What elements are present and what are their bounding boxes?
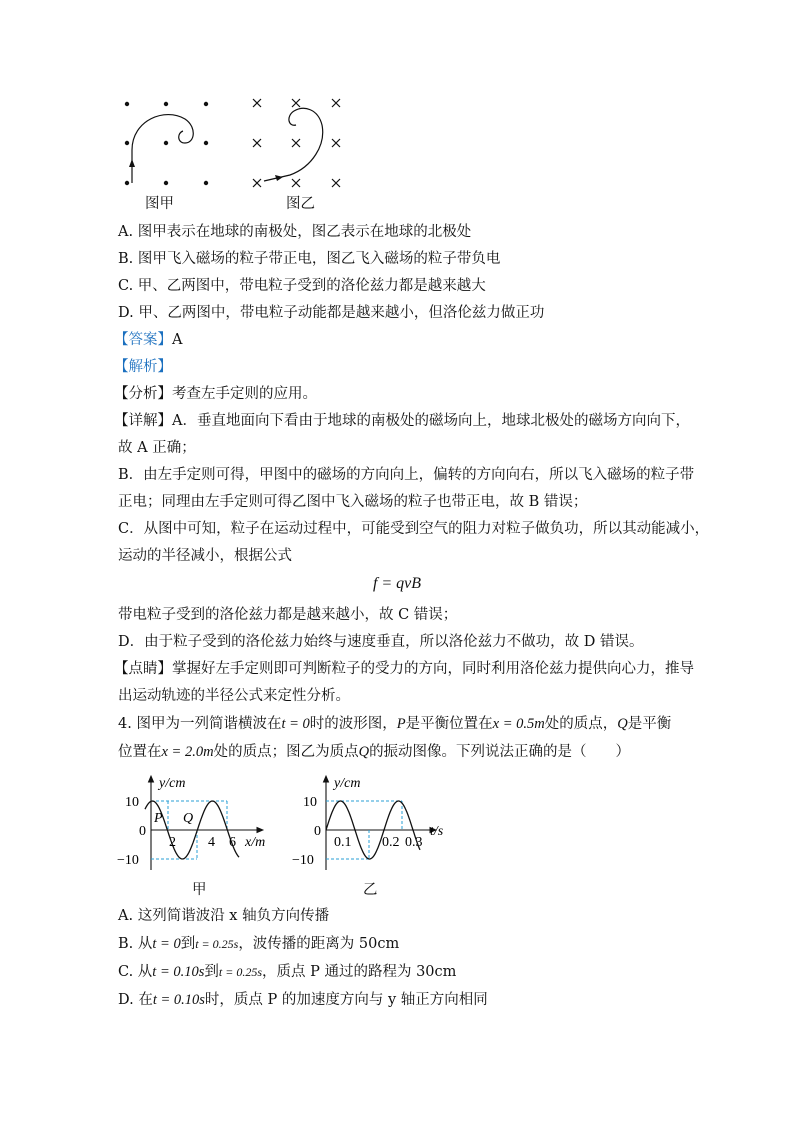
figure-caption-left: 图甲: [145, 196, 174, 212]
q4-c-part4: t = 0.25s: [218, 965, 262, 979]
graph-right-ytick-neg10: −10: [292, 853, 314, 868]
q4-b-part1: B. 从: [118, 936, 153, 952]
explain-c-line-1: C．从图中可知，粒子在运动过程中，可能受到空气的阻力对粒子做负功，所以其动能减小，: [118, 521, 710, 537]
q4-stem-2b: x = 2.0m: [161, 744, 214, 760]
q4-b-part4: t = 0.25s: [195, 937, 239, 951]
q4-option-c: [118, 962, 456, 982]
q4-option-a: A. 这列简谐波沿 x 轴负方向传播: [118, 908, 330, 924]
q4-c-part2: t = 0.10s: [152, 964, 205, 980]
dianjing-line-1: 【点睛】掌握好左手定则即可判断粒子的受力的方向，同时利用洛伦兹力提供向心力，推导: [114, 661, 694, 677]
graph-left-ytick-10: 10: [125, 795, 139, 810]
explain-c-line-3: 带电粒子受到的洛伦兹力都是越来越小，故 C 错误；: [118, 607, 458, 623]
q4-stem-1b: t = 0: [281, 716, 310, 732]
q4-option-d: [118, 990, 488, 1010]
q4-c-part5: ，质点 P 通过的路程为 30cm: [262, 964, 457, 980]
field-figure-right: [250, 95, 350, 190]
graph-right-ytick-0: 0: [314, 824, 321, 839]
q4-b-part3: 到: [180, 936, 196, 952]
q4-stem-2d: Q: [358, 744, 370, 760]
xiangjie-line-1: 【详解】A．垂直地面向下看由于地球的南极处的磁场向上，地球北极处的磁场方向向下，: [114, 413, 690, 429]
answer-tag: 【答案】: [114, 332, 172, 348]
q4-d-part2: t = 0.10s: [152, 992, 205, 1008]
graph-right-xtick-01: 0.1: [334, 835, 352, 850]
point-p-label: P: [154, 811, 163, 826]
xiangjie-line-2: 故 A 正确；: [118, 440, 196, 456]
vibration-graph-right: [290, 770, 460, 875]
q3-option-c: C. 甲、乙两图中，带电粒子受到的洛伦兹力都是越来越大: [118, 278, 486, 294]
graph-right-ytick-10: 10: [303, 795, 317, 810]
q4-stem-2c: 处的质点；图乙为质点: [213, 744, 359, 760]
q3-option-a: A. 图甲表示在地球的南极处，图乙表示在地球的北极处: [118, 224, 472, 240]
q4-stem-1f: x = 0.5m: [492, 716, 545, 732]
q4-b-part5: ，波传播的距离为 50cm: [238, 936, 400, 952]
graph-left-xtick-4: 4: [208, 835, 215, 850]
q4-stem-line-2: [118, 742, 630, 762]
explain-c-line-2: 运动的半径减小，根据公式: [118, 548, 292, 564]
q4-d-part1: D. 在: [118, 992, 153, 1008]
dianjing-line-2: 出运动轨迹的半径公式来定性分析。: [118, 688, 350, 704]
graph-left-caption: 甲: [192, 882, 207, 898]
lorentz-formula: f = qvB: [372, 575, 422, 592]
graph-left-xlabel: x/m: [245, 835, 266, 850]
q4-stem-2e: 的振动图像。下列说法正确的是（ ）: [369, 744, 631, 760]
q4-b-part2: t = 0: [152, 936, 181, 952]
q4-stem-1a: 4. 图甲为一列简谐横波在: [118, 716, 282, 732]
graph-left-xtick-2: 2: [169, 835, 176, 850]
explain-d-line: D．由于粒子受到的洛伦兹力始终与速度垂直，所以洛伦兹力不做功，故 D 错误。: [118, 634, 644, 650]
q3-answer: [114, 330, 182, 350]
wave-graph-left: [115, 770, 285, 875]
field-figure-left: [115, 95, 215, 190]
figure-caption-right: 图乙: [286, 196, 315, 212]
q4-d-part3: 时，质点 P 的加速度方向与 y 轴正方向相同: [204, 992, 488, 1008]
graph-left-ylabel: y/cm: [159, 776, 186, 791]
q4-c-part1: C. 从: [118, 964, 153, 980]
graph-right-xlabel: t/s: [430, 824, 444, 839]
graph-right-caption: 乙: [363, 882, 378, 898]
q4-stem-1h: Q: [617, 716, 628, 732]
graph-right-xtick-02: 0.2: [382, 835, 400, 850]
graph-right-ylabel: y/cm: [334, 776, 361, 791]
q3-option-d: D. 甲、乙两图中，带电粒子动能都是越来越小，但洛伦兹力做正功: [118, 305, 545, 321]
q4-stem-1i: 是平衡: [627, 716, 672, 732]
explain-b-line-2: 正电；同理由左手定则可得乙图中飞入磁场的粒子也带正电，故 B 错误；: [118, 494, 588, 510]
graph-left-ytick-neg10: −10: [117, 853, 139, 868]
analysis-tag: 【解析】: [114, 359, 172, 375]
q4-stem-line-1: [118, 714, 671, 734]
graph-left-xtick-6: 6: [229, 835, 236, 850]
graph-right-xtick-03: 0.3: [405, 835, 423, 850]
explain-b-line-1: B．由左手定则可得，甲图中的磁场的方向向上，偏转的方向向右，所以飞入磁场的粒子带: [118, 467, 695, 483]
q4-stem-1g: 处的质点，: [544, 716, 618, 732]
q4-c-part3: 到: [204, 964, 219, 980]
q3-option-b: B. 图甲飞入磁场的粒子带正电，图乙飞入磁场的粒子带负电: [118, 251, 501, 267]
q4-stem-1d: P: [396, 716, 406, 732]
q4-stem-2a: 位置在: [118, 744, 162, 760]
q4-stem-1e: 是平衡位置在: [405, 716, 493, 732]
answer-value: A: [172, 332, 183, 348]
q4-stem-1c: 时的波形图，: [309, 716, 397, 732]
graph-left-ytick-0: 0: [139, 824, 146, 839]
q4-option-b: [118, 934, 399, 954]
fenxi-line: 【分析】考查左手定则的应用。: [114, 386, 317, 402]
point-q-label: Q: [183, 811, 194, 826]
